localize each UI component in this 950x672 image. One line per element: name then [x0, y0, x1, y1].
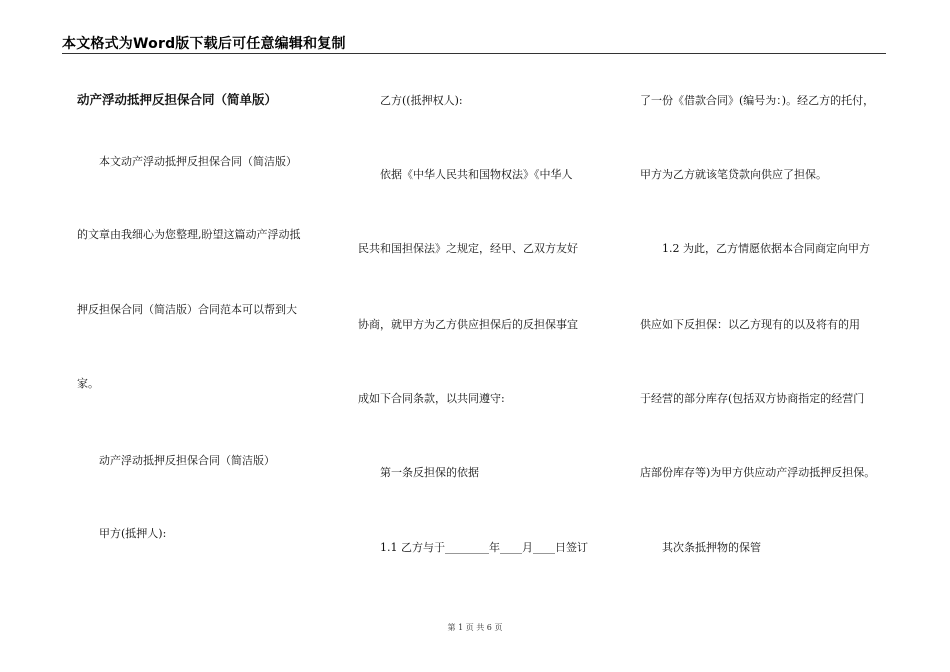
paragraph-line: 协商，就甲方为乙方供应担保后的反担保事宜 [358, 318, 578, 331]
paragraph-line: 甲方为乙方就该笔贷款向供应了担保。 [640, 168, 827, 181]
paragraph-line: 店部份库存等)为甲方供应动产浮动抵押反担保。 [640, 466, 876, 479]
paragraph-line: 1.2 为此，乙方情愿依据本合同商定向甲方 [662, 242, 870, 255]
paragraph-line: 乙方((抵押权人): [380, 94, 463, 107]
paragraph-line: 于经营的部分库存(包括双方协商指定的经营门 [640, 392, 865, 405]
paragraph-line: 成如下合同条款，以共同遵守: [358, 392, 505, 405]
page-number: 第 1 页 共 6 页 [447, 623, 503, 632]
paragraph-line: 的文章由我细心为您整理,盼望这篇动产浮动抵 [77, 228, 301, 241]
column-3 [640, 0, 890, 672]
document-title: 动产浮动抵押反担保合同（简单版） [77, 92, 278, 107]
paragraph-line: 民共和国担保法》之规定，经甲、乙双方友好 [358, 242, 578, 255]
column-2 [358, 0, 608, 672]
paragraph-line: 家。 [77, 377, 99, 390]
paragraph-line: 甲方(抵押人): [99, 527, 167, 540]
paragraph-line: 了一份《借款合同》(编号为：)。经乙方的托付， [640, 94, 875, 107]
paragraph-line: 本文动产浮动抵押反担保合同（简洁版） [99, 155, 297, 168]
paragraph-line: 动产浮动抵押反担保合同（简洁版） [99, 454, 275, 467]
paragraph-line: 依据《中华人民共和国物权法》《中华人 [380, 168, 573, 181]
paragraph-line: 供应如下反担保：以乙方现有的以及将有的用 [640, 318, 860, 331]
column-1 [77, 0, 327, 672]
paragraph-line: 1.1 乙方与于________年____月____日签订 [380, 541, 588, 554]
section-heading: 其次条抵押物的保管 [662, 541, 761, 554]
paragraph-line: 押反担保合同（简洁版）合同范本可以帮到大 [77, 303, 297, 316]
document-header: 本文格式为Word版下载后可任意编辑和复制 [62, 36, 346, 52]
section-heading: 第一条反担保的依据 [380, 466, 479, 479]
